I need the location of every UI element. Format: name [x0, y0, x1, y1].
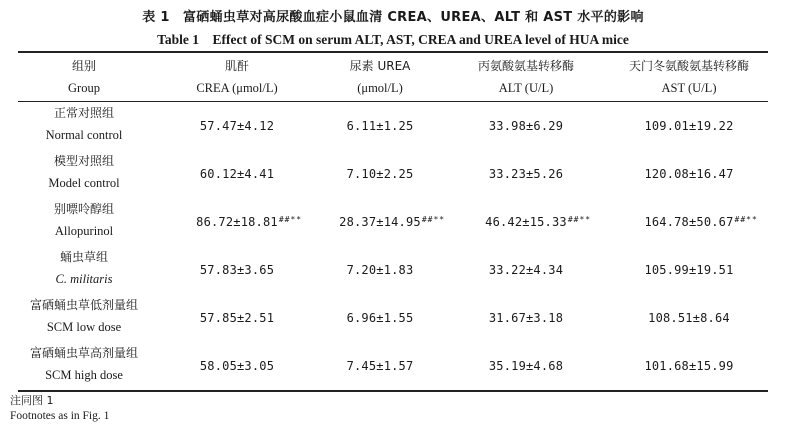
crea-value: 60.12±4.41	[199, 167, 275, 181]
group-name-cn: 正常对照组	[53, 106, 115, 120]
ast-significance: ##**	[734, 215, 758, 224]
urea-value: 7.45±1.57	[346, 359, 414, 373]
header-ast-cn: 天门冬氨酸氨基转移酶	[628, 59, 750, 73]
crea-cell	[200, 260, 275, 278]
crea-cell	[196, 212, 302, 230]
urea-value: 7.20±1.83	[346, 263, 414, 277]
crea-cell	[200, 164, 275, 182]
alt-value: 31.67±3.18	[488, 311, 564, 325]
group-name-cn: 富硒蛹虫草高剂量组	[29, 346, 139, 360]
group-name-cn: 蛹虫草组	[59, 250, 109, 264]
urea-cell	[347, 164, 415, 182]
crea-cell	[200, 356, 275, 374]
ast-cell	[644, 356, 734, 374]
ast-value: 105.99±19.51	[644, 263, 734, 277]
group-name-cn: 模型对照组	[53, 154, 115, 168]
header-crea-cn: 肌酐	[224, 59, 250, 73]
alt-value: 46.42±15.33	[485, 215, 567, 229]
ast-cell	[644, 116, 734, 134]
bottom-rule	[18, 390, 768, 392]
urea-value: 28.37±14.95	[339, 215, 421, 229]
header-urea-cn: 尿素 UREA	[349, 59, 411, 73]
group-name-en: Model control	[48, 176, 120, 190]
header-group-en: Group	[68, 81, 100, 95]
ast-value: 120.08±16.47	[644, 167, 734, 181]
alt-cell	[489, 164, 564, 182]
header-group-cn: 组别	[71, 59, 97, 73]
alt-cell	[489, 356, 564, 374]
table-title-cn: 表 1 富硒蛹虫草对高尿酸血症小鼠血清 CREA、UREA、ALT 和 AST 水平的影响	[142, 10, 644, 25]
urea-value: 6.11±1.25	[346, 119, 414, 133]
ast-value: 109.01±19.22	[644, 119, 734, 133]
crea-value: 58.05±3.05	[199, 359, 275, 373]
crea-value: 86.72±18.81	[196, 215, 278, 229]
group-name-cn: 别嘌呤醇组	[53, 202, 115, 216]
ast-cell	[644, 260, 734, 278]
group-name-cn: 富硒蛹虫草低剂量组	[29, 298, 139, 312]
table-title-en: Table 1 Effect of SCM on serum ALT, AST, CREA and UREA level of HUA mice	[157, 32, 629, 47]
alt-value: 33.23±5.26	[488, 167, 564, 181]
alt-value: 33.98±6.29	[488, 119, 564, 133]
urea-cell	[339, 212, 445, 230]
group-name-en: Allopurinol	[54, 224, 114, 238]
ast-cell	[644, 212, 757, 230]
header-alt-cn: 丙氨酸氨基转移酶	[477, 59, 575, 73]
crea-cell	[200, 116, 275, 134]
group-name-en: SCM low dose	[46, 320, 122, 334]
alt-value: 33.22±4.34	[488, 263, 564, 277]
urea-value: 7.10±2.25	[346, 167, 414, 181]
group-name-en: Normal control	[45, 128, 123, 142]
header-urea-en: (μmol/L)	[357, 81, 403, 95]
urea-significance: ##**	[421, 215, 446, 224]
ast-cell	[648, 308, 731, 326]
alt-cell	[489, 116, 564, 134]
crea-significance: ##**	[278, 215, 303, 224]
ast-cell	[644, 164, 734, 182]
footnote-cn: 注同图 1	[10, 394, 54, 407]
crea-value: 57.47±4.12	[199, 119, 275, 133]
crea-value: 57.85±2.51	[199, 311, 275, 325]
urea-cell	[347, 356, 415, 374]
top-rule	[18, 51, 768, 53]
urea-value: 6.96±1.55	[346, 311, 414, 325]
alt-cell	[489, 308, 564, 326]
ast-value: 101.68±15.99	[644, 359, 734, 373]
alt-significance: ##**	[567, 215, 592, 224]
header-rule	[18, 101, 768, 102]
urea-cell	[347, 116, 415, 134]
footnote-en: Footnotes as in Fig. 1	[10, 410, 110, 422]
ast-value: 164.78±50.67	[644, 215, 734, 229]
alt-cell	[489, 260, 564, 278]
header-alt-en: ALT (U/L)	[498, 81, 554, 95]
urea-cell	[347, 308, 415, 326]
group-name-en: SCM high dose	[45, 368, 123, 382]
alt-value: 35.19±4.68	[488, 359, 564, 373]
crea-value: 57.83±3.65	[199, 263, 275, 277]
watermark	[36, 399, 108, 419]
group-name-en: C. militaris	[55, 272, 113, 286]
header-crea-en: CREA (μmol/L)	[196, 81, 278, 95]
ast-value: 108.51±8.64	[648, 311, 730, 325]
crea-cell	[200, 308, 275, 326]
urea-cell	[347, 260, 415, 278]
header-ast-en: AST (U/L)	[661, 81, 717, 95]
alt-cell	[485, 212, 591, 230]
